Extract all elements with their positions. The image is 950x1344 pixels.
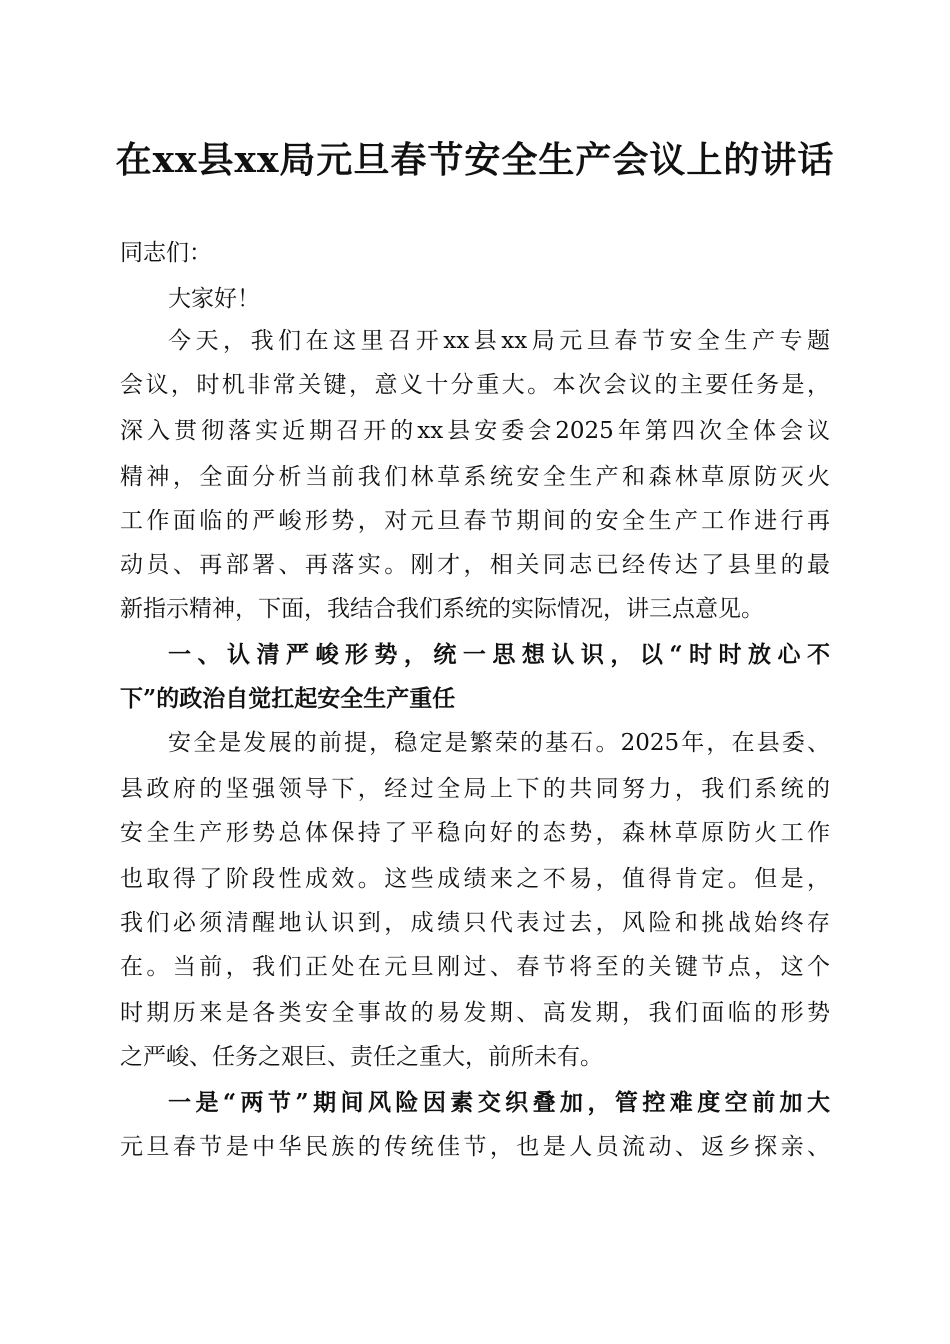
paragraph-line: 动员、再部署、再落实。刚才，相关同志已经传达了县里的最 (120, 552, 830, 578)
document-title: 在xx县xx局元旦春节安全生产会议上的讲话 (115, 139, 835, 181)
paragraph-line: 工作面临的严峻形势，对元旦春节期间的安全生产工作进行再 (120, 508, 830, 534)
greeting: 大家好！ (168, 286, 260, 312)
paragraph-line: 我们必须清醒地认识到，成绩只代表过去，风险和挑战始终存 (120, 910, 830, 936)
paragraph-line: 新指示精神，下面，我结合我们系统的实际情况，讲三点意见。 (120, 596, 764, 622)
paragraph-line: 之严峻、任务之艰巨、责任之重大，前所未有。 (120, 1044, 603, 1070)
paragraph-line: 安全生产形势总体保持了平稳向好的态势，森林草原防火工作 (120, 820, 830, 846)
paragraph-line: 深入贯彻落实近期召开的xx县安委会2025年第四次全体会议 (120, 418, 830, 444)
subheading: 一是“两节”期间风险因素交织叠加，管控难度空前加大 (168, 1089, 830, 1116)
paragraph-line: 在。当前，我们正处在元旦刚过、春节将至的关键节点，这个 (120, 954, 830, 980)
salutation: 同志们： (120, 240, 212, 266)
paragraph-line: 会议，时机非常关键，意义十分重大。本次会议的主要任务是， (120, 372, 830, 398)
paragraph-line: 县政府的坚强领导下，经过全局上下的共同努力，我们系统的 (120, 776, 830, 802)
paragraph-line: 也取得了阶段性成效。这些成绩来之不易，值得肯定。但是， (120, 866, 830, 892)
section-heading-line: 下”的政治自觉扛起安全生产重任 (120, 685, 456, 712)
paragraph-line: 今天，我们在这里召开xx县xx局元旦春节安全生产专题 (168, 328, 830, 354)
paragraph-line: 安全是发展的前提，稳定是繁荣的基石。2025年，在县委、 (168, 730, 830, 756)
paragraph-line: 精神，全面分析当前我们林草系统安全生产和森林草原防灭火 (120, 464, 830, 490)
section-heading-line: 一、认清严峻形势，统一思想认识，以“时时放心不 (168, 641, 830, 668)
paragraph-line: 时期历来是各类安全事故的易发期、高发期，我们面临的形势 (120, 1000, 830, 1026)
paragraph-line: 元旦春节是中华民族的传统佳节，也是人员流动、返乡探亲、 (120, 1134, 830, 1160)
